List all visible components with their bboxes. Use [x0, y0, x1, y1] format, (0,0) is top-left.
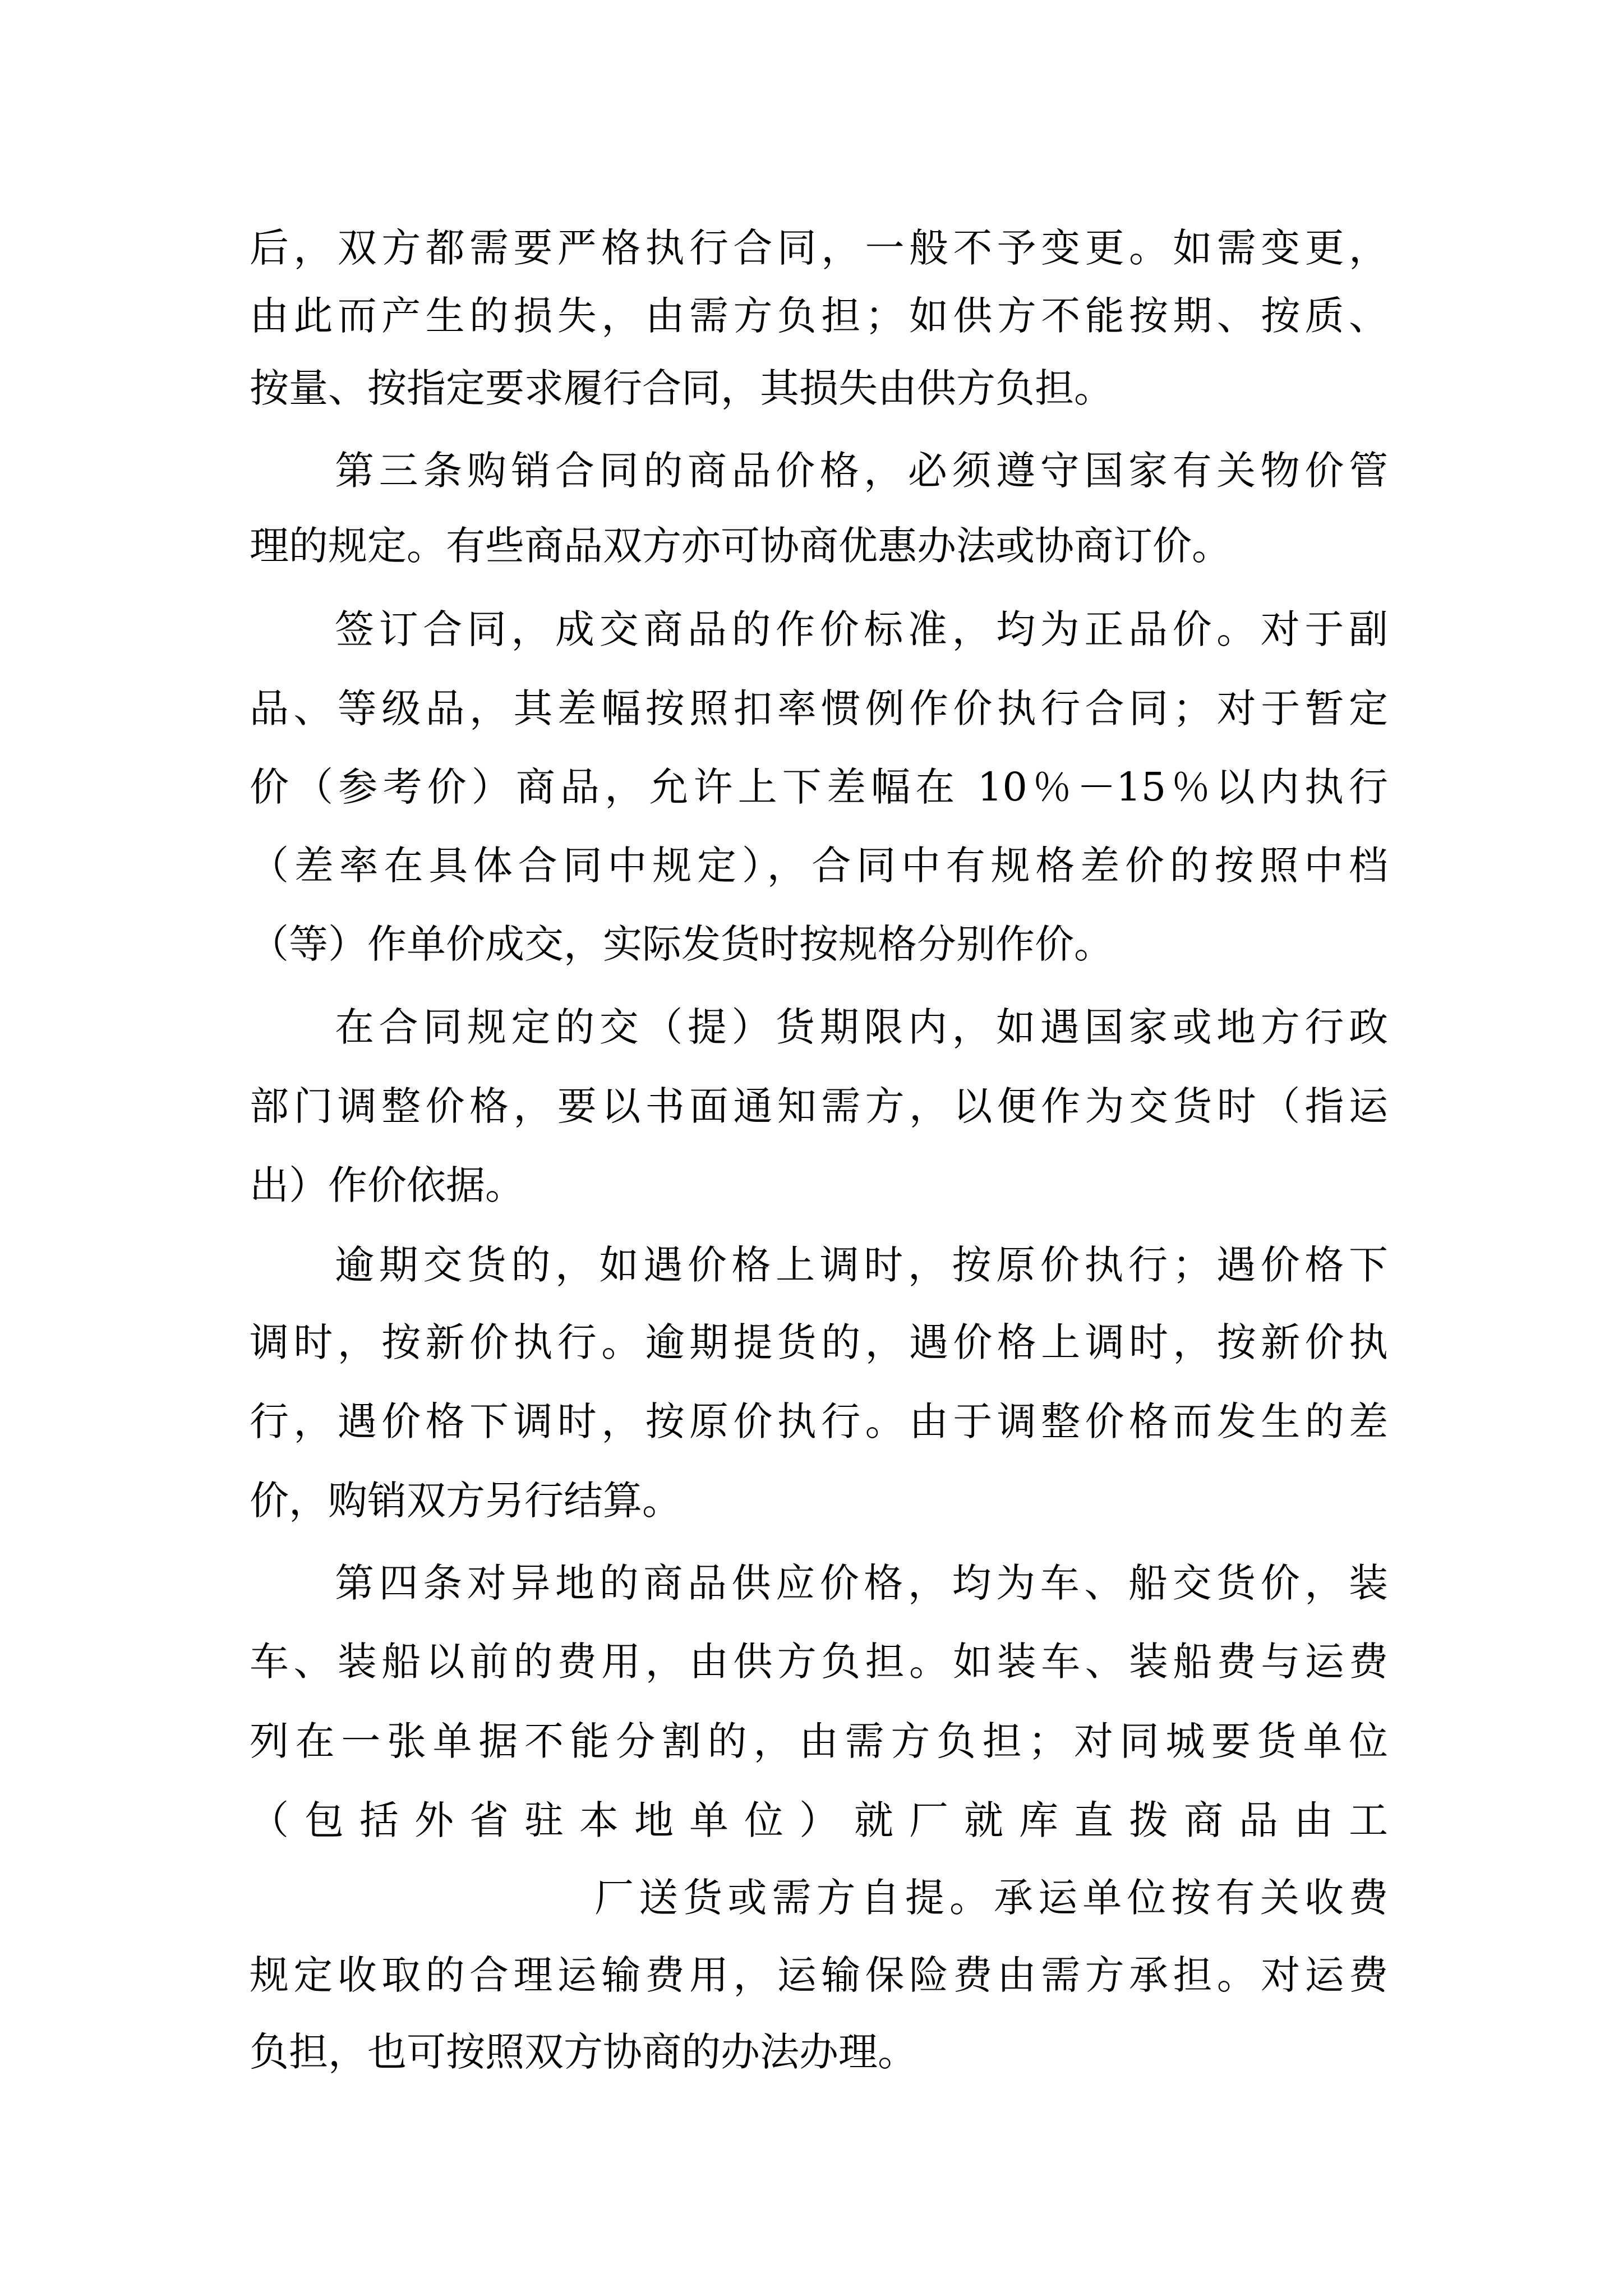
text-line: 第三条购销合同的商品价格，必须遵守国家有关物价管: [335, 448, 1388, 494]
text-line: 调时，按新价执行。逾期提货的，遇价格上调时，按新价执: [250, 1319, 1388, 1365]
text-line: （差率在具体合同中规定），合同中有规格差价的按照中档: [250, 843, 1388, 889]
text-line: 列在一张单据不能分割的，由需方负担；对同城要货单位: [250, 1718, 1388, 1764]
text-line: 部门调整价格，要以书面通知需方，以便作为交货时（指运: [250, 1083, 1388, 1129]
text-line: 厂送货或需方自提。承运单位按有关收费: [594, 1875, 1388, 1921]
text-line: 规定收取的合理运输费用，运输保险费由需方承担。对运费: [250, 1952, 1388, 1998]
text-line: 第四条对异地的商品供应价格，均为车、船交货价，装: [335, 1560, 1388, 1606]
text-line: 在合同规定的交（提）货期限内，如遇国家或地方行政: [335, 1004, 1388, 1050]
text-line: 逾期交货的，如遇价格上调时，按原价执行；遇价格下: [335, 1242, 1388, 1288]
text-line: （包括外省驻本地单位）就厂就库直拨商品由工: [250, 1797, 1388, 1843]
text-line: 按量、按指定要求履行合同，其损失由供方负担。: [250, 365, 1113, 411]
text-line: 价（参考价）商品，允许上下差幅在 10％－15％以内执行: [250, 764, 1388, 810]
text-line: 由此而产生的损失，由需方负担；如供方不能按期、按质、: [250, 293, 1388, 339]
text-line: 行，遇价格下调时，按原价执行。由于调整价格而发生的差: [250, 1398, 1388, 1444]
text-line: 负担，也可按照双方协商的办法办理。: [250, 2029, 917, 2075]
text-line: （等）作单价成交，实际发货时按规格分别作价。: [250, 921, 1113, 967]
text-line: 理的规定。有些商品双方亦可协商优惠办法或协商订价。: [250, 523, 1231, 569]
text-line: 签订合同，成交商品的作价标准，均为正品价。对于副: [335, 606, 1388, 652]
text-line: 出）作价依据。: [250, 1162, 524, 1208]
text-line: 车、装船以前的费用，由供方负担。如装车、装船费与运费: [250, 1639, 1388, 1685]
text-line: 后，双方都需要严格执行合同，一般不予变更。如需变更，: [250, 225, 1388, 271]
text-line: 品、等级品，其差幅按照扣率惯例作价执行合同；对于暂定: [250, 685, 1388, 731]
text-line: 价，购销双方另行结算。: [250, 1478, 681, 1524]
